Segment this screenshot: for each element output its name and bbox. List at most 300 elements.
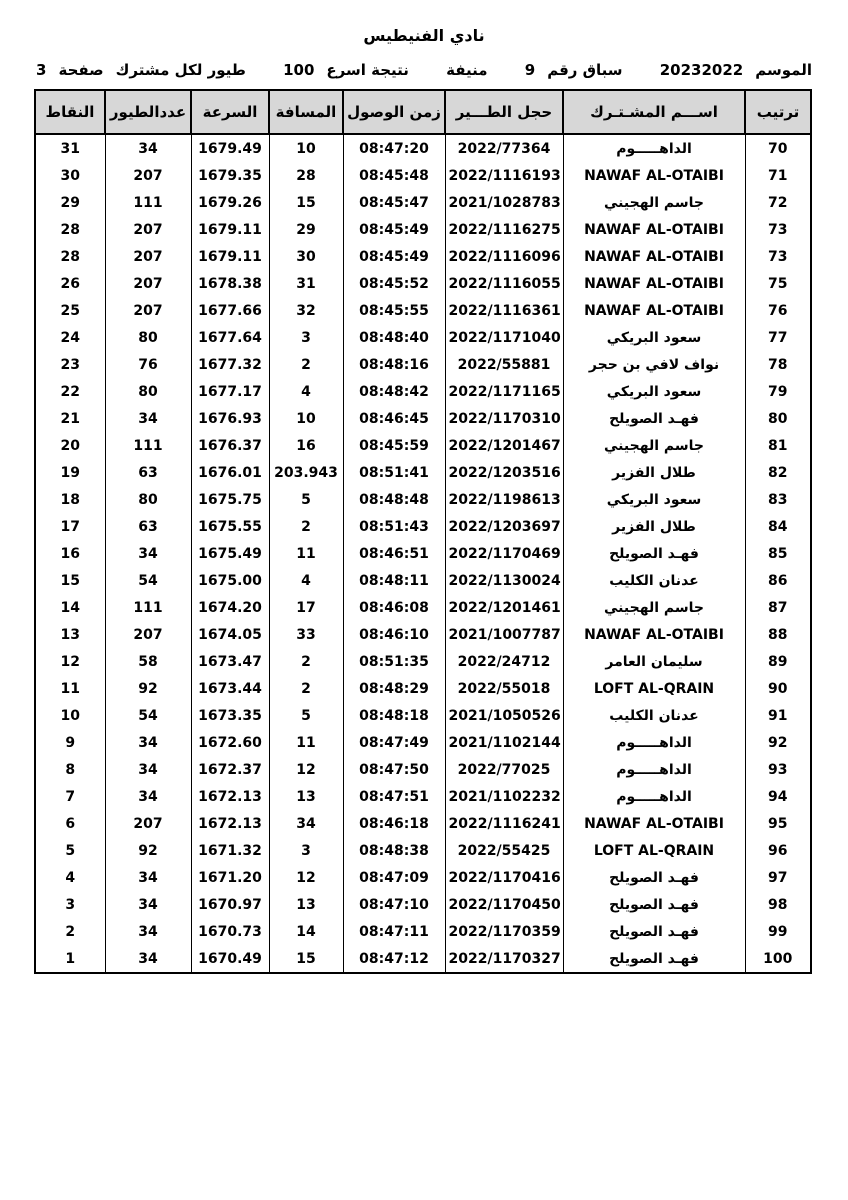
cell-name: نواف لافي بن حجر xyxy=(563,351,745,378)
cell-distance: 13 xyxy=(269,783,343,810)
cell-speed: 1673.47 xyxy=(191,648,269,675)
header-distance: المسافة xyxy=(269,90,343,134)
cell-distance: 32 xyxy=(269,297,343,324)
cell-rank: 89 xyxy=(745,648,811,675)
cell-rank: 95 xyxy=(745,810,811,837)
cell-speed: 1675.00 xyxy=(191,567,269,594)
cell-points: 6 xyxy=(35,810,105,837)
cell-name: الداهـــــوم xyxy=(563,756,745,783)
cell-name: فهـد الصويلح xyxy=(563,945,745,973)
cell-points: 23 xyxy=(35,351,105,378)
cell-distance: 2 xyxy=(269,675,343,702)
table-row xyxy=(35,134,811,162)
cell-distance: 4 xyxy=(269,378,343,405)
results-table xyxy=(34,89,812,974)
cell-distance: 30 xyxy=(269,243,343,270)
cell-rank: 79 xyxy=(745,378,811,405)
cell-ring: 2022/1170469 xyxy=(445,540,563,567)
cell-points: 14 xyxy=(35,594,105,621)
cell-arrival-time: 08:45:55 xyxy=(343,297,445,324)
cell-name: NAWAF AL-OTAIBI xyxy=(563,297,745,324)
cell-bird-count: 207 xyxy=(105,162,191,189)
cell-ring: 2022/77364 xyxy=(445,134,563,162)
cell-name: جاسم الهجيني xyxy=(563,432,745,459)
cell-speed: 1678.38 xyxy=(191,270,269,297)
cell-ring: 2022/1130024 xyxy=(445,567,563,594)
cell-bird-count: 80 xyxy=(105,378,191,405)
per-participant-label: طيور لكل مشترك xyxy=(115,61,246,79)
cell-distance: 3 xyxy=(269,324,343,351)
cell-points: 18 xyxy=(35,486,105,513)
cell-arrival-time: 08:48:29 xyxy=(343,675,445,702)
cell-arrival-time: 08:51:43 xyxy=(343,513,445,540)
cell-speed: 1679.26 xyxy=(191,189,269,216)
cell-name: سعود البريكي xyxy=(563,378,745,405)
cell-bird-count: 76 xyxy=(105,351,191,378)
cell-ring: 2022/1116361 xyxy=(445,297,563,324)
cell-arrival-time: 08:45:49 xyxy=(343,243,445,270)
result-group xyxy=(283,61,409,79)
cell-points: 19 xyxy=(35,459,105,486)
season-group xyxy=(660,61,812,79)
cell-name: فهـد الصويلح xyxy=(563,405,745,432)
cell-rank: 72 xyxy=(745,189,811,216)
cell-speed: 1670.73 xyxy=(191,918,269,945)
cell-rank: 96 xyxy=(745,837,811,864)
header-rank: ترتيب xyxy=(745,90,811,134)
table-row xyxy=(35,783,811,810)
table-row xyxy=(35,459,811,486)
cell-ring: 2022/1201467 xyxy=(445,432,563,459)
cell-arrival-time: 08:45:59 xyxy=(343,432,445,459)
cell-speed: 1679.35 xyxy=(191,162,269,189)
cell-rank: 82 xyxy=(745,459,811,486)
cell-speed: 1672.13 xyxy=(191,810,269,837)
results-body xyxy=(35,134,811,973)
cell-speed: 1677.17 xyxy=(191,378,269,405)
cell-bird-count: 58 xyxy=(105,648,191,675)
table-row xyxy=(35,945,811,973)
cell-points: 29 xyxy=(35,189,105,216)
cell-bird-count: 92 xyxy=(105,837,191,864)
cell-arrival-time: 08:48:48 xyxy=(343,486,445,513)
cell-rank: 80 xyxy=(745,405,811,432)
cell-bird-count: 34 xyxy=(105,945,191,973)
cell-ring: 2022/1171165 xyxy=(445,378,563,405)
cell-bird-count: 207 xyxy=(105,297,191,324)
page-label: صفحة xyxy=(58,61,104,79)
page-number-group xyxy=(36,61,246,79)
meta-line xyxy=(36,61,812,79)
cell-points: 16 xyxy=(35,540,105,567)
header-bird-count: عددالطيور xyxy=(105,90,191,134)
table-row xyxy=(35,837,811,864)
race-number: 9 xyxy=(524,61,536,79)
cell-points: 2 xyxy=(35,918,105,945)
cell-arrival-time: 08:46:10 xyxy=(343,621,445,648)
location-label: منيفة xyxy=(446,61,488,79)
cell-ring: 2022/1116193 xyxy=(445,162,563,189)
table-row xyxy=(35,297,811,324)
cell-arrival-time: 08:45:49 xyxy=(343,216,445,243)
header-speed: السرعة xyxy=(191,90,269,134)
cell-rank: 87 xyxy=(745,594,811,621)
cell-ring: 2021/1028783 xyxy=(445,189,563,216)
cell-points: 10 xyxy=(35,702,105,729)
cell-bird-count: 34 xyxy=(105,918,191,945)
cell-ring: 2022/1170416 xyxy=(445,864,563,891)
cell-distance: 12 xyxy=(269,864,343,891)
cell-ring: 2022/1170310 xyxy=(445,405,563,432)
cell-name: سعود البريكي xyxy=(563,324,745,351)
cell-name: LOFT AL-QRAIN xyxy=(563,837,745,864)
cell-name: الداهـــــوم xyxy=(563,729,745,756)
cell-arrival-time: 08:47:20 xyxy=(343,134,445,162)
cell-rank: 71 xyxy=(745,162,811,189)
header-ring: حجل الطـــير xyxy=(445,90,563,134)
cell-ring: 2022/1116096 xyxy=(445,243,563,270)
cell-name: عدنان الكليب xyxy=(563,702,745,729)
cell-speed: 1670.49 xyxy=(191,945,269,973)
cell-bird-count: 34 xyxy=(105,405,191,432)
cell-distance: 31 xyxy=(269,270,343,297)
cell-ring: 2022/1116241 xyxy=(445,810,563,837)
cell-arrival-time: 08:48:38 xyxy=(343,837,445,864)
cell-arrival-time: 08:47:11 xyxy=(343,918,445,945)
cell-bird-count: 34 xyxy=(105,864,191,891)
table-row xyxy=(35,162,811,189)
cell-points: 15 xyxy=(35,567,105,594)
cell-rank: 100 xyxy=(745,945,811,973)
cell-rank: 75 xyxy=(745,270,811,297)
cell-name: NAWAF AL-OTAIBI xyxy=(563,270,745,297)
cell-bird-count: 63 xyxy=(105,459,191,486)
cell-name: جاسم الهجيني xyxy=(563,189,745,216)
table-row xyxy=(35,405,811,432)
cell-ring: 2022/1170327 xyxy=(445,945,563,973)
cell-bird-count: 207 xyxy=(105,270,191,297)
cell-speed: 1674.20 xyxy=(191,594,269,621)
cell-rank: 98 xyxy=(745,891,811,918)
cell-distance: 13 xyxy=(269,891,343,918)
cell-name: الداهـــــوم xyxy=(563,134,745,162)
cell-points: 31 xyxy=(35,134,105,162)
cell-ring: 2021/1102144 xyxy=(445,729,563,756)
cell-name: طلال الفزير xyxy=(563,459,745,486)
cell-rank: 70 xyxy=(745,134,811,162)
cell-rank: 73 xyxy=(745,243,811,270)
cell-distance: 2 xyxy=(269,513,343,540)
cell-speed: 1679.11 xyxy=(191,216,269,243)
cell-rank: 78 xyxy=(745,351,811,378)
cell-bird-count: 111 xyxy=(105,189,191,216)
cell-bird-count: 34 xyxy=(105,756,191,783)
cell-bird-count: 207 xyxy=(105,621,191,648)
cell-arrival-time: 08:48:16 xyxy=(343,351,445,378)
cell-points: 1 xyxy=(35,945,105,973)
cell-distance: 29 xyxy=(269,216,343,243)
cell-points: 22 xyxy=(35,378,105,405)
cell-rank: 92 xyxy=(745,729,811,756)
cell-ring: 2021/1050526 xyxy=(445,702,563,729)
cell-distance: 11 xyxy=(269,540,343,567)
cell-rank: 76 xyxy=(745,297,811,324)
cell-speed: 1676.37 xyxy=(191,432,269,459)
table-row xyxy=(35,918,811,945)
cell-distance: 17 xyxy=(269,594,343,621)
cell-bird-count: 111 xyxy=(105,432,191,459)
cell-rank: 94 xyxy=(745,783,811,810)
cell-speed: 1673.44 xyxy=(191,675,269,702)
cell-arrival-time: 08:47:12 xyxy=(343,945,445,973)
cell-name: NAWAF AL-OTAIBI xyxy=(563,243,745,270)
cell-bird-count: 34 xyxy=(105,134,191,162)
cell-bird-count: 54 xyxy=(105,702,191,729)
header-row xyxy=(35,90,811,134)
cell-name: طلال الفزير xyxy=(563,513,745,540)
cell-distance: 3 xyxy=(269,837,343,864)
cell-bird-count: 80 xyxy=(105,324,191,351)
cell-points: 21 xyxy=(35,405,105,432)
cell-speed: 1672.37 xyxy=(191,756,269,783)
cell-distance: 2 xyxy=(269,351,343,378)
cell-speed: 1672.13 xyxy=(191,783,269,810)
cell-points: 7 xyxy=(35,783,105,810)
cell-bird-count: 207 xyxy=(105,216,191,243)
cell-name: فهـد الصويلح xyxy=(563,891,745,918)
season-value: 20232022 xyxy=(659,61,744,79)
cell-bird-count: 34 xyxy=(105,783,191,810)
cell-rank: 93 xyxy=(745,756,811,783)
cell-distance: 15 xyxy=(269,945,343,973)
cell-points: 11 xyxy=(35,675,105,702)
cell-rank: 86 xyxy=(745,567,811,594)
location-group xyxy=(446,61,487,79)
table-row xyxy=(35,675,811,702)
cell-ring: 2022/1171040 xyxy=(445,324,563,351)
table-row xyxy=(35,540,811,567)
cell-arrival-time: 08:45:52 xyxy=(343,270,445,297)
table-row xyxy=(35,864,811,891)
cell-speed: 1677.66 xyxy=(191,297,269,324)
cell-rank: 83 xyxy=(745,486,811,513)
cell-distance: 5 xyxy=(269,486,343,513)
cell-arrival-time: 08:46:45 xyxy=(343,405,445,432)
cell-name: NAWAF AL-OTAIBI xyxy=(563,810,745,837)
cell-distance: 34 xyxy=(269,810,343,837)
table-row xyxy=(35,486,811,513)
table-row xyxy=(35,513,811,540)
cell-arrival-time: 08:45:48 xyxy=(343,162,445,189)
cell-bird-count: 63 xyxy=(105,513,191,540)
cell-distance: 28 xyxy=(269,162,343,189)
cell-rank: 77 xyxy=(745,324,811,351)
cell-distance: 33 xyxy=(269,621,343,648)
cell-rank: 99 xyxy=(745,918,811,945)
cell-ring: 2022/1170450 xyxy=(445,891,563,918)
cell-points: 4 xyxy=(35,864,105,891)
table-row xyxy=(35,756,811,783)
cell-rank: 85 xyxy=(745,540,811,567)
cell-ring: 2022/1116275 xyxy=(445,216,563,243)
cell-ring: 2022/55881 xyxy=(445,351,563,378)
table-row xyxy=(35,270,811,297)
cell-distance: 15 xyxy=(269,189,343,216)
header-arrival-time: زمن الوصول xyxy=(343,90,445,134)
table-row xyxy=(35,729,811,756)
cell-arrival-time: 08:47:50 xyxy=(343,756,445,783)
cell-speed: 1673.35 xyxy=(191,702,269,729)
cell-name: سعود البريكي xyxy=(563,486,745,513)
table-row xyxy=(35,324,811,351)
cell-bird-count: 34 xyxy=(105,891,191,918)
cell-distance: 10 xyxy=(269,405,343,432)
cell-distance: 5 xyxy=(269,702,343,729)
cell-distance: 12 xyxy=(269,756,343,783)
cell-distance: 4 xyxy=(269,567,343,594)
cell-points: 24 xyxy=(35,324,105,351)
table-row xyxy=(35,648,811,675)
cell-arrival-time: 08:47:51 xyxy=(343,783,445,810)
cell-name: LOFT AL-QRAIN xyxy=(563,675,745,702)
cell-points: 9 xyxy=(35,729,105,756)
page-title: نادي الفنيطيس xyxy=(363,26,485,45)
table-row xyxy=(35,189,811,216)
cell-ring: 2022/1198613 xyxy=(445,486,563,513)
cell-ring: 2022/24712 xyxy=(445,648,563,675)
cell-name: الداهـــــوم xyxy=(563,783,745,810)
cell-points: 30 xyxy=(35,162,105,189)
cell-ring: 2022/1170359 xyxy=(445,918,563,945)
cell-speed: 1675.75 xyxy=(191,486,269,513)
cell-name: سليمان العامر xyxy=(563,648,745,675)
cell-ring: 2022/1116055 xyxy=(445,270,563,297)
cell-points: 25 xyxy=(35,297,105,324)
cell-ring: 2022/55425 xyxy=(445,837,563,864)
cell-arrival-time: 08:48:11 xyxy=(343,567,445,594)
cell-ring: 2022/55018 xyxy=(445,675,563,702)
cell-speed: 1671.20 xyxy=(191,864,269,891)
table-row xyxy=(35,351,811,378)
cell-rank: 90 xyxy=(745,675,811,702)
cell-distance: 10 xyxy=(269,134,343,162)
cell-speed: 1677.64 xyxy=(191,324,269,351)
cell-distance: 14 xyxy=(269,918,343,945)
cell-arrival-time: 08:51:35 xyxy=(343,648,445,675)
cell-name: فهـد الصويلح xyxy=(563,918,745,945)
season-label: الموسم xyxy=(755,61,812,79)
cell-rank: 97 xyxy=(745,864,811,891)
header-points: النقاط xyxy=(35,90,105,134)
cell-points: 8 xyxy=(35,756,105,783)
table-row xyxy=(35,567,811,594)
table-row xyxy=(35,432,811,459)
cell-ring: 2022/77025 xyxy=(445,756,563,783)
cell-speed: 1679.49 xyxy=(191,134,269,162)
cell-arrival-time: 08:47:09 xyxy=(343,864,445,891)
cell-bird-count: 80 xyxy=(105,486,191,513)
cell-name: NAWAF AL-OTAIBI xyxy=(563,621,745,648)
cell-points: 26 xyxy=(35,270,105,297)
cell-arrival-time: 08:48:18 xyxy=(343,702,445,729)
cell-rank: 84 xyxy=(745,513,811,540)
cell-rank: 91 xyxy=(745,702,811,729)
cell-ring: 2021/1007787 xyxy=(445,621,563,648)
cell-distance: 203.943 xyxy=(269,459,343,486)
cell-bird-count: 34 xyxy=(105,729,191,756)
cell-speed: 1671.32 xyxy=(191,837,269,864)
cell-speed: 1670.97 xyxy=(191,891,269,918)
table-row xyxy=(35,702,811,729)
cell-name: NAWAF AL-OTAIBI xyxy=(563,162,745,189)
cell-distance: 11 xyxy=(269,729,343,756)
cell-points: 17 xyxy=(35,513,105,540)
cell-points: 3 xyxy=(35,891,105,918)
results-header xyxy=(35,90,811,134)
cell-arrival-time: 08:45:47 xyxy=(343,189,445,216)
cell-arrival-time: 08:47:10 xyxy=(343,891,445,918)
cell-ring: 2022/1203516 xyxy=(445,459,563,486)
cell-bird-count: 34 xyxy=(105,540,191,567)
cell-bird-count: 207 xyxy=(105,243,191,270)
table-row xyxy=(35,810,811,837)
cell-speed: 1677.32 xyxy=(191,351,269,378)
cell-arrival-time: 08:46:08 xyxy=(343,594,445,621)
cell-points: 12 xyxy=(35,648,105,675)
cell-distance: 2 xyxy=(269,648,343,675)
race-label: سباق رقم xyxy=(547,61,623,79)
cell-arrival-time: 08:51:41 xyxy=(343,459,445,486)
cell-rank: 73 xyxy=(745,216,811,243)
cell-points: 20 xyxy=(35,432,105,459)
cell-arrival-time: 08:46:51 xyxy=(343,540,445,567)
cell-points: 13 xyxy=(35,621,105,648)
cell-bird-count: 111 xyxy=(105,594,191,621)
cell-arrival-time: 08:46:18 xyxy=(343,810,445,837)
cell-rank: 88 xyxy=(745,621,811,648)
table-row xyxy=(35,594,811,621)
cell-points: 28 xyxy=(35,243,105,270)
race-group xyxy=(525,61,623,79)
cell-name: جاسم الهجيني xyxy=(563,594,745,621)
cell-bird-count: 92 xyxy=(105,675,191,702)
table-row xyxy=(35,378,811,405)
cell-speed: 1676.93 xyxy=(191,405,269,432)
cell-speed: 1676.01 xyxy=(191,459,269,486)
cell-distance: 16 xyxy=(269,432,343,459)
cell-ring: 2022/1201461 xyxy=(445,594,563,621)
cell-rank: 81 xyxy=(745,432,811,459)
page-number: 3 xyxy=(36,61,47,79)
cell-ring: 2021/1102232 xyxy=(445,783,563,810)
cell-speed: 1675.55 xyxy=(191,513,269,540)
cell-bird-count: 54 xyxy=(105,567,191,594)
cell-arrival-time: 08:48:42 xyxy=(343,378,445,405)
cell-points: 5 xyxy=(35,837,105,864)
cell-name: عدنان الكليب xyxy=(563,567,745,594)
cell-speed: 1675.49 xyxy=(191,540,269,567)
cell-bird-count: 207 xyxy=(105,810,191,837)
table-row xyxy=(35,621,811,648)
cell-arrival-time: 08:48:40 xyxy=(343,324,445,351)
cell-speed: 1679.11 xyxy=(191,243,269,270)
table-row xyxy=(35,243,811,270)
cell-name: فهـد الصويلح xyxy=(563,540,745,567)
cell-speed: 1674.05 xyxy=(191,621,269,648)
header-name: اســـم المشـتـرك xyxy=(563,90,745,134)
table-row xyxy=(35,216,811,243)
cell-points: 28 xyxy=(35,216,105,243)
